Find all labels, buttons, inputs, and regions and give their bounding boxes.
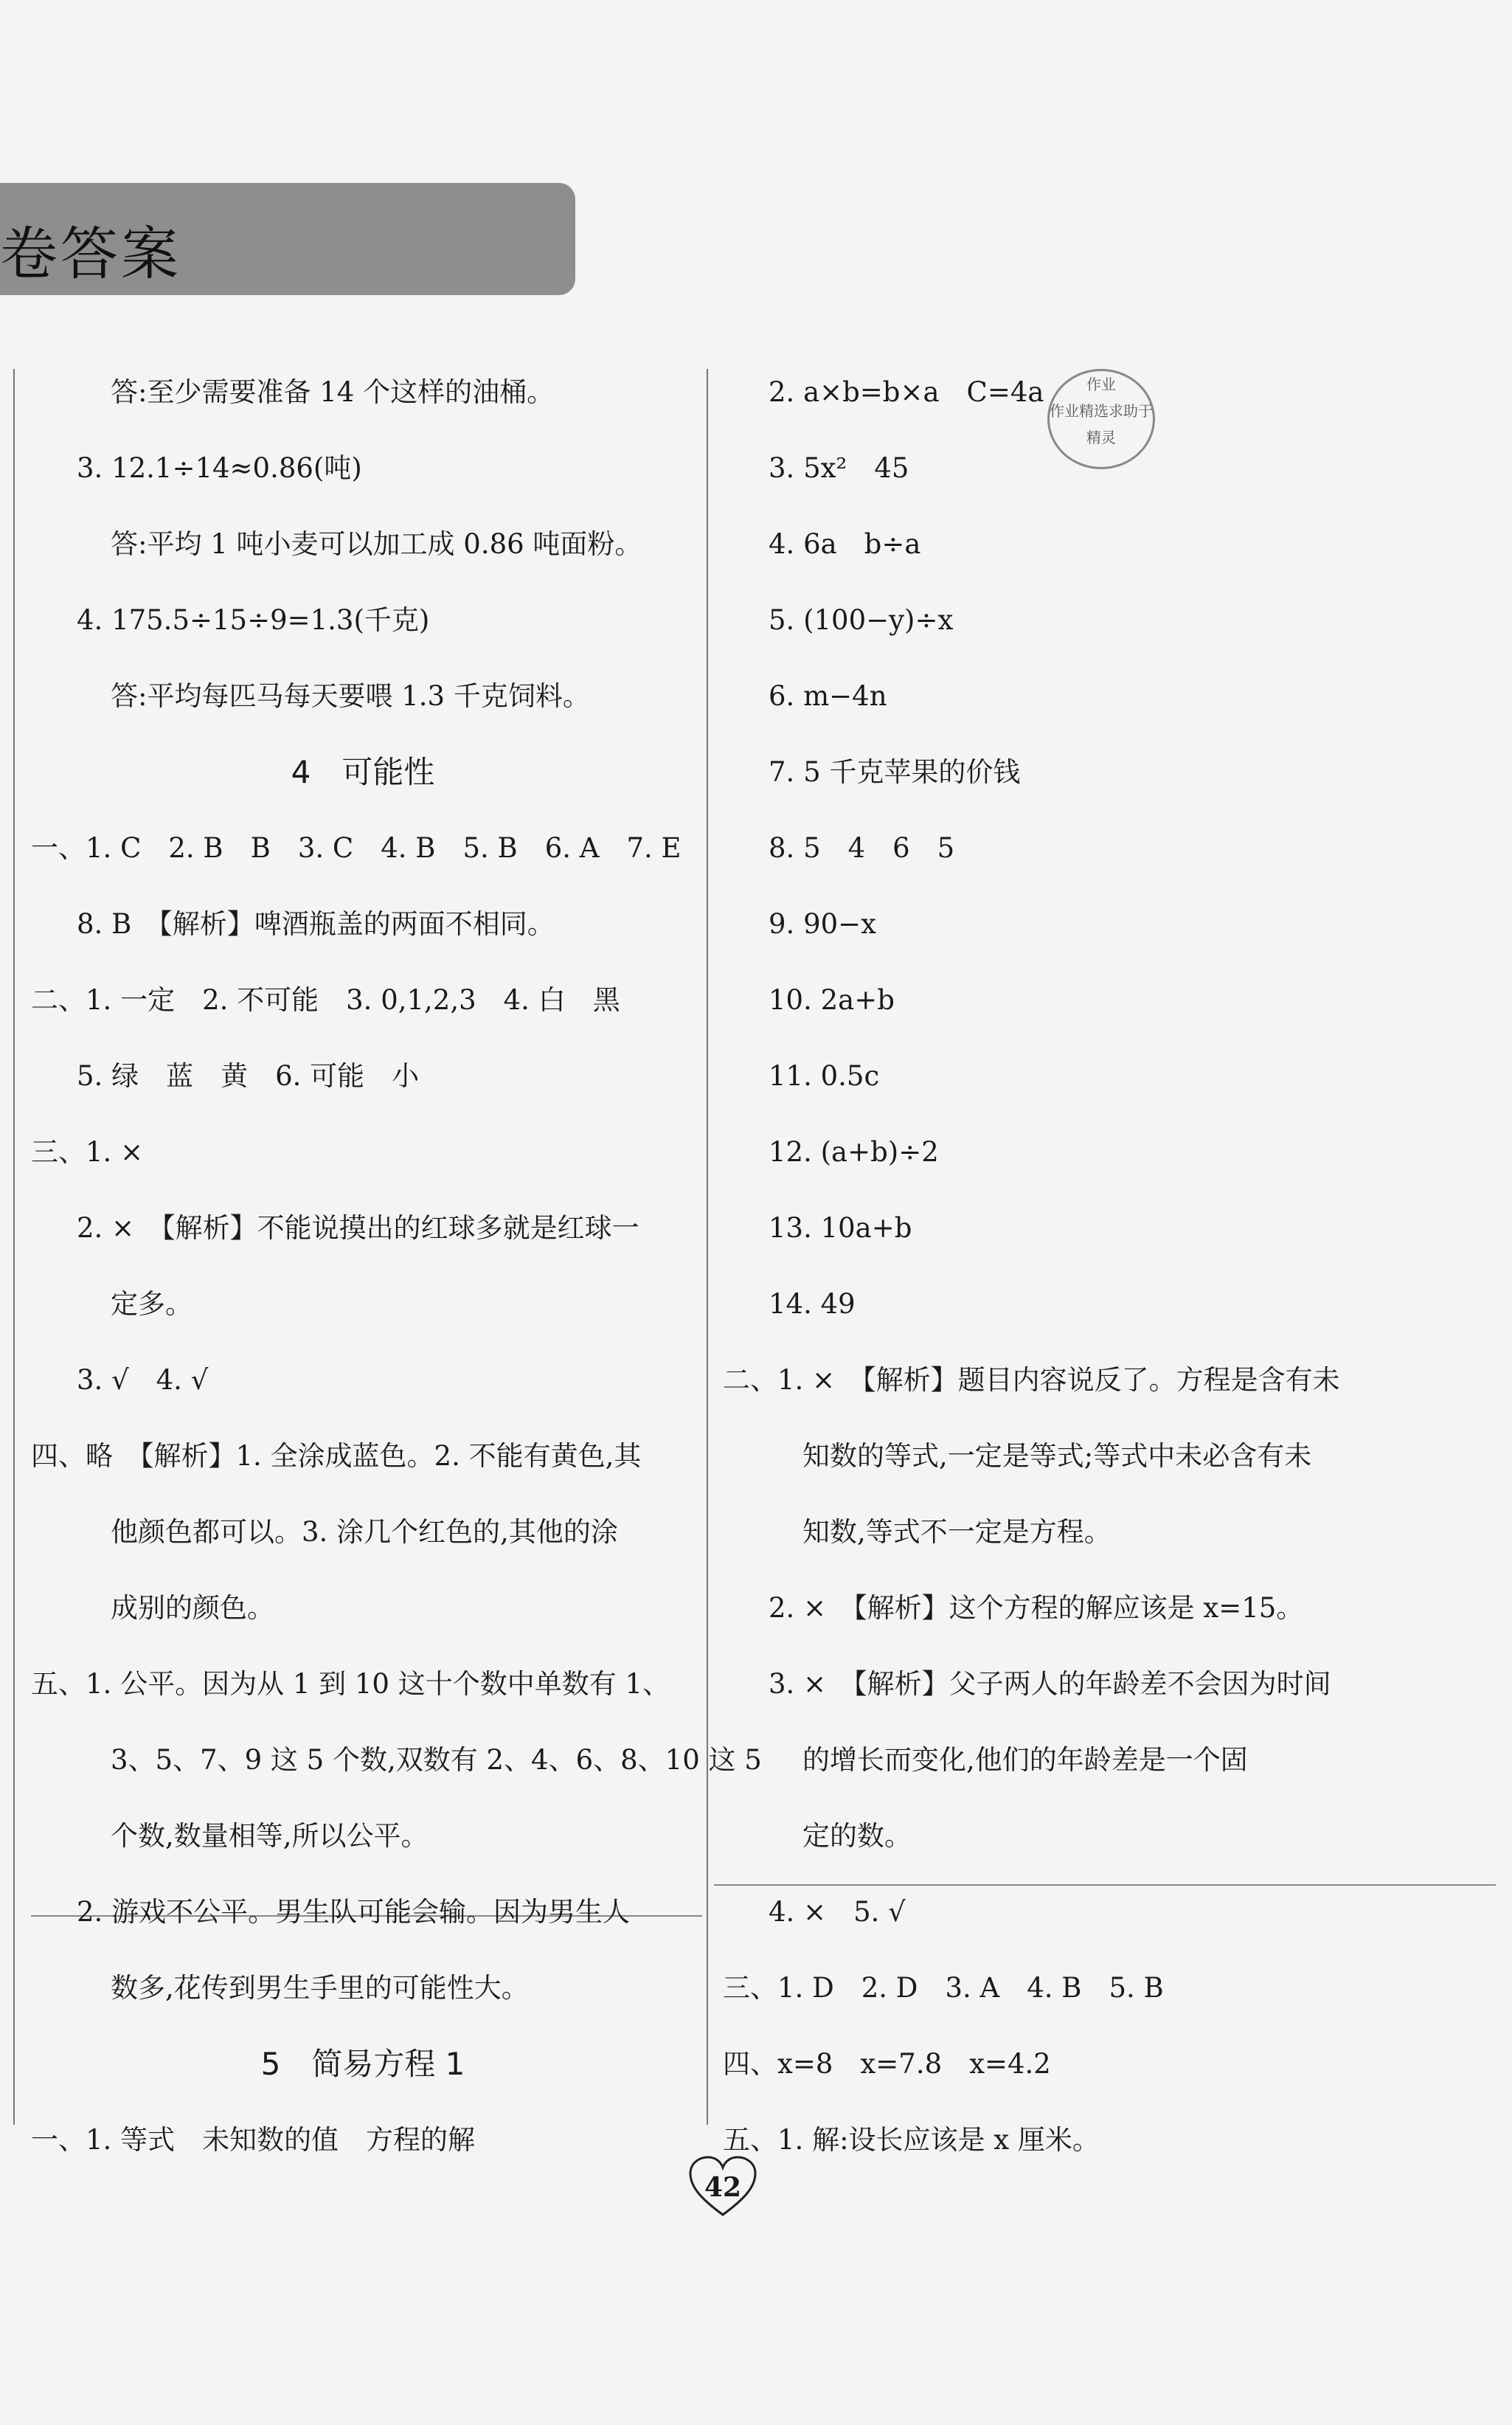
answer-line: 定的数。 [802, 1820, 912, 1852]
column-divider-center [707, 369, 708, 2125]
stamp-line: 作业精选求助于 [1050, 402, 1153, 420]
answer-line: 三、1. D 2. D 3. A 4. B 5. B [723, 1972, 1164, 2004]
answer-line: 五、1. 解:设长应该是 x 厘米。 [723, 2124, 1100, 2156]
answer-line: 2. × 【解析】不能说摸出的红球多就是红球一 [77, 1212, 639, 1244]
column-divider-left [13, 369, 15, 2125]
answer-line: 3. 5x² 45 [769, 452, 909, 484]
answer-line: 13. 10a+b [769, 1212, 912, 1244]
answer-line: 一、1. 等式 未知数的值 方程的解 [31, 2124, 476, 2156]
answer-line: 四、x=8 x=7.8 x=4.2 [723, 2048, 1051, 2080]
answer-line: 4. × 5. √ [769, 1896, 906, 1928]
answer-line: 一、1. C 2. B B 3. C 4. B 5. B 6. A 7. E [31, 832, 682, 864]
answer-line: 知数,等式不一定是方程。 [802, 1516, 1112, 1548]
answer-line: 3、5、7、9 这 5 个数,双数有 2、4、6、8、10 这 5 [111, 1744, 762, 1776]
stamp-line: 精灵 [1086, 429, 1116, 446]
answer-line: 二、1. × 【解析】题目内容说反了。方程是含有未 [723, 1364, 1340, 1396]
page-number: 42 [704, 2172, 742, 2203]
section-title: 5 简易方程 1 [260, 2046, 465, 2082]
answer-line: 10. 2a+b [769, 984, 895, 1016]
answer-line: 7. 5 千克苹果的价钱 [769, 756, 1021, 788]
answer-line: 2. × 【解析】这个方程的解应该是 x=15。 [769, 1592, 1304, 1624]
answer-line: 的增长而变化,他们的年龄差是一个固 [802, 1744, 1248, 1776]
right-answer-column [723, 354, 1460, 2178]
answer-line: 答:平均每匹马每天要喂 1.3 千克饲料。 [111, 680, 590, 712]
answer-line: 二、1. 一定 2. 不可能 3. 0,1,2,3 4. 白 黑 [31, 984, 620, 1016]
answer-line: 8. B 【解析】啤酒瓶盖的两面不相同。 [77, 908, 555, 940]
answer-line: 2. 游戏不公平。男生队可能会输。因为男生人 [77, 1896, 631, 1928]
answer-line: 14. 49 [769, 1288, 856, 1320]
answer-line: 4. 6a b÷a [769, 528, 921, 560]
answer-line: 4. 175.5÷15÷9=1.3(千克) [77, 604, 430, 636]
answer-line: 3. √ 4. √ [77, 1364, 209, 1396]
section-header-title: 卷答案 [0, 221, 182, 288]
homework-elf-stamp [1047, 369, 1155, 469]
stamp-line: 作业 [1086, 376, 1116, 393]
answer-line: 定多。 [111, 1288, 193, 1320]
answer-line: 9. 90−x [769, 908, 877, 940]
section-title: 4 可能性 [291, 754, 435, 790]
answer-line: 6. m−4n [769, 680, 887, 712]
answer-line: 12. (a+b)÷2 [769, 1136, 939, 1168]
answer-line: 3. × 【解析】父子两人的年龄差不会因为时间 [769, 1668, 1331, 1700]
answer-line: 3. 12.1÷14≈0.86(吨) [77, 452, 362, 484]
answer-line: 成别的颜色。 [111, 1592, 274, 1624]
answer-line: 个数,数量相等,所以公平。 [111, 1820, 429, 1852]
answer-line: 五、1. 公平。因为从 1 到 10 这十个数中单数有 1、 [31, 1668, 670, 1700]
answer-line: 5. 绿 蓝 黄 6. 可能 小 [77, 1060, 420, 1092]
answer-line: 5. (100−y)÷x [769, 604, 954, 636]
answer-line: 8. 5 4 6 5 [769, 832, 955, 864]
page-number-heart [686, 2154, 760, 2221]
answer-line: 三、1. × [31, 1136, 144, 1168]
answer-line: 四、略 【解析】1. 全涂成蓝色。2. 不能有黄色,其 [31, 1440, 642, 1472]
answer-line: 11. 0.5c [769, 1060, 880, 1092]
answer-line: 2. a×b=b×a C=4a [769, 376, 1044, 408]
left-answer-column [31, 354, 762, 2178]
answer-line: 数多,花传到男生手里的可能性大。 [111, 1972, 529, 2004]
answer-line: 答:至少需要准备 14 个这样的油桶。 [111, 376, 555, 408]
section-header-tab [0, 183, 575, 295]
answer-line: 知数的等式,一定是等式;等式中未必含有未 [802, 1440, 1312, 1472]
answer-line: 他颜色都可以。3. 涂几个红色的,其他的涂 [111, 1516, 618, 1548]
answer-line: 答:平均 1 吨小麦可以加工成 0.86 吨面粉。 [111, 528, 642, 560]
